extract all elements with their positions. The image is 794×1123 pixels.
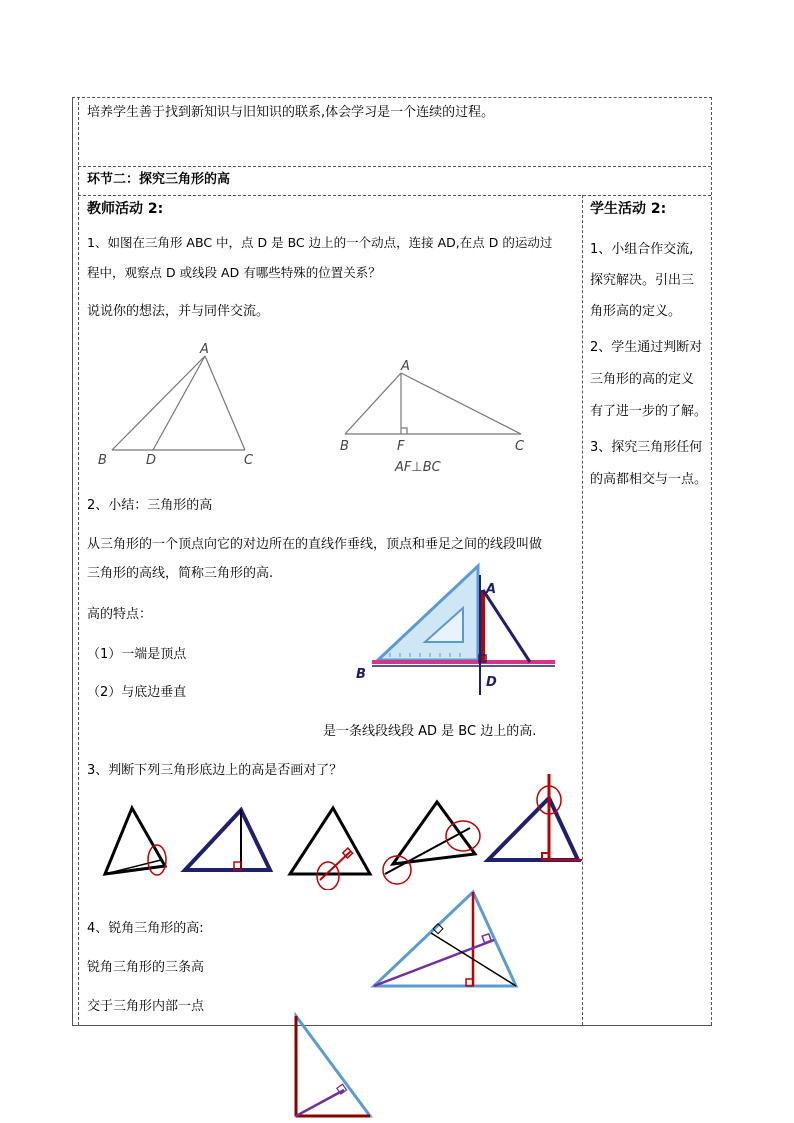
fig2-label-b: B (340, 439, 349, 454)
fig1-label-c: C (244, 453, 254, 468)
feature-2: （2）与底边垂直 (87, 685, 187, 700)
q1-line2: 程中，观察点 D 或线段 AD 有哪些特殊的位置关系？ (87, 265, 381, 280)
fig3-label-b: B (356, 667, 366, 682)
row-divider-2 (78, 195, 711, 196)
triangle-5 (488, 774, 582, 860)
student-item-2 (590, 332, 707, 428)
fig2-caption: AF⊥BC (395, 460, 441, 475)
student-item-2-line: 三角形的高的定义 (590, 372, 695, 387)
figure-triangle-abc-with-d (90, 338, 270, 470)
student-item-1-line: 探究解决。引出三 (590, 273, 695, 288)
fig2-label-c: C (515, 439, 525, 454)
q4-line1: 锐角三角形的三条高 (87, 960, 205, 975)
q1-prompt: 说说你的想法，并与同伴交流。 (87, 304, 270, 319)
student-heading: 学生活动 2: (590, 201, 667, 217)
figure-five-triangles (95, 770, 590, 890)
student-item-2-line: 有了进一步的了解。 (590, 404, 708, 419)
q3-text: 3、判断下列三角形底边上的高是否画对了？ (87, 763, 343, 778)
figure-right-triangle-altitude (290, 1012, 380, 1120)
q4-line2: 交于三角形内部一点 (87, 999, 205, 1014)
fig1-label-b: B (98, 453, 107, 468)
triangle-3 (290, 808, 370, 880)
fig1-label-d: D (146, 453, 157, 468)
conclusion-text: 是一条线段线段 AD 是 BC 边上的高. (323, 724, 537, 739)
fig1-label-a: A (200, 342, 209, 357)
triangle-4 (385, 802, 475, 874)
triangle-1 (105, 808, 165, 874)
summary-title: 2、小结：三角形的高 (87, 498, 213, 513)
figure-altitude-af (335, 355, 535, 477)
student-item-3 (590, 432, 707, 496)
student-item-1 (590, 234, 694, 327)
definition-line2: 三角形的高线，简称三角形的高. (87, 566, 274, 581)
fig3-label-a: A (486, 582, 497, 597)
student-item-1-line: 1、小组合作交流, (590, 242, 694, 257)
definition-line1: 从三角形的一个顶点向它的对边所在的直线作垂线，顶点和垂足之间的线段叫做 (87, 537, 543, 552)
student-item-3-line: 3、探究三角形任何 (590, 440, 703, 455)
table-right-border (711, 97, 712, 1025)
student-item-2-line: 2、学生通过判断对 (590, 340, 703, 355)
teacher-heading: 教师活动 2: (87, 201, 164, 217)
fig2-label-f: F (397, 439, 405, 454)
features-title: 高的特点： (87, 607, 153, 622)
triangle-2 (185, 810, 270, 870)
table-top-border (72, 97, 712, 98)
table-bottom-border (72, 1025, 712, 1026)
q4-title: 4、锐角三角形的高: (87, 921, 204, 936)
section-title: 环节二：探究三角形的高 (87, 172, 231, 187)
student-item-3-line: 的高都相交与一点。 (590, 472, 708, 487)
figure-set-square-altitude (350, 560, 560, 695)
table-left-outer (72, 97, 73, 1025)
row-divider-1 (78, 166, 711, 167)
fig3-label-d: D (486, 675, 497, 690)
q1-line1: 1、如图在三角形 ABC 中，点 D 是 BC 边上的一个动点，连接 AD,在点 D 的运动过 (87, 235, 553, 250)
figure-acute-triangle-altitudes (368, 886, 528, 994)
fig2-label-a: A (401, 359, 410, 374)
table-left-border (78, 97, 79, 1025)
intro-text: 培养学生善于找到新知识与旧知识的联系,体会学习是一个连续的过程。 (87, 105, 495, 120)
column-divider (582, 195, 583, 1025)
student-item-1-line: 角形高的定义。 (590, 304, 682, 319)
feature-1: （1）一端是顶点 (87, 647, 187, 662)
